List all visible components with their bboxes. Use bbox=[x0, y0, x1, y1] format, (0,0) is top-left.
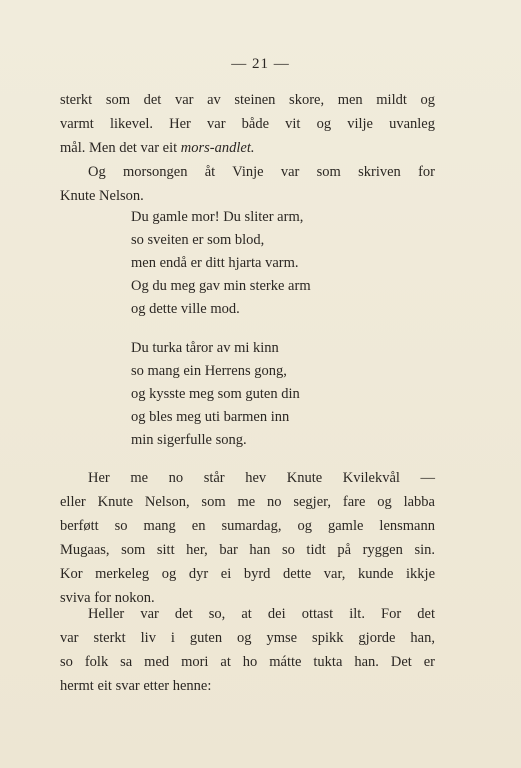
paragraph-line: Heller var det so, at dei ottast ilt. For det bbox=[88, 606, 435, 622]
verse-line: men endå er ditt hjarta varm. bbox=[131, 255, 299, 271]
paragraph-3 bbox=[60, 466, 435, 610]
italic-phrase: mors-andlet. bbox=[180, 140, 255, 156]
verse-line: og bles meg uti barmen inn bbox=[131, 409, 290, 425]
verse-line: Du gamle mor! Du sliter arm, bbox=[131, 209, 304, 225]
paragraph-line: var sterkt liv i guten og ymse spikk gjorde han, bbox=[60, 630, 435, 646]
verse-line: Og du meg gav min sterke arm bbox=[131, 278, 311, 294]
page-number: — 21 — bbox=[231, 56, 290, 72]
paragraph-line: eller Knute Nelson, som me no segjer, fare og labba bbox=[60, 494, 435, 510]
paragraph-2 bbox=[60, 160, 435, 208]
paragraph-line bbox=[60, 136, 435, 160]
paragraph-4 bbox=[60, 602, 435, 698]
paragraph-line: so folk sa med mori at ho mátte tukta han. Det er bbox=[60, 654, 435, 670]
paragraph-line: berføtt so mang en sumardag, og gamle lensmann bbox=[60, 518, 435, 534]
line-text: mål. Men det var eit bbox=[60, 140, 181, 156]
verse-line: so mang ein Herrens gong, bbox=[131, 363, 287, 379]
paragraph-line: Og morsongen åt Vinje var som skriven for bbox=[88, 164, 435, 180]
paragraph-line: Her me no står hev Knute Kvilekvål — bbox=[88, 470, 435, 486]
verse-line: so sveiten er som blod, bbox=[131, 232, 265, 248]
paragraph-1 bbox=[60, 88, 435, 160]
paragraph-line: Knute Nelson. bbox=[60, 188, 144, 204]
verse-stanza-1 bbox=[131, 206, 371, 321]
verse-line: og dette ville mod. bbox=[131, 301, 240, 317]
verse-stanza-2 bbox=[131, 337, 371, 452]
verse-line: Du turka tåror av mi kinn bbox=[131, 340, 279, 356]
verse-line: og kysste meg som guten din bbox=[131, 386, 300, 402]
paragraph-line: Mugaas, som sitt her, bar han so tidt på ryggen sin. bbox=[60, 542, 435, 558]
paragraph-line: Kor merkeleg og dyr ei byrd dette var, kunde ikkje bbox=[60, 566, 435, 582]
paragraph-line: varmt likevel. Her var både vit og vilje uvanleg bbox=[60, 116, 435, 132]
verse-line: min sigerfulle song. bbox=[131, 432, 247, 448]
paragraph-line: hermt eit svar etter henne: bbox=[60, 678, 212, 694]
paragraph-line: sterkt som det var av steinen skore, men mildt og bbox=[60, 92, 435, 108]
paragraph-line: sviva for nokon. bbox=[60, 590, 155, 606]
